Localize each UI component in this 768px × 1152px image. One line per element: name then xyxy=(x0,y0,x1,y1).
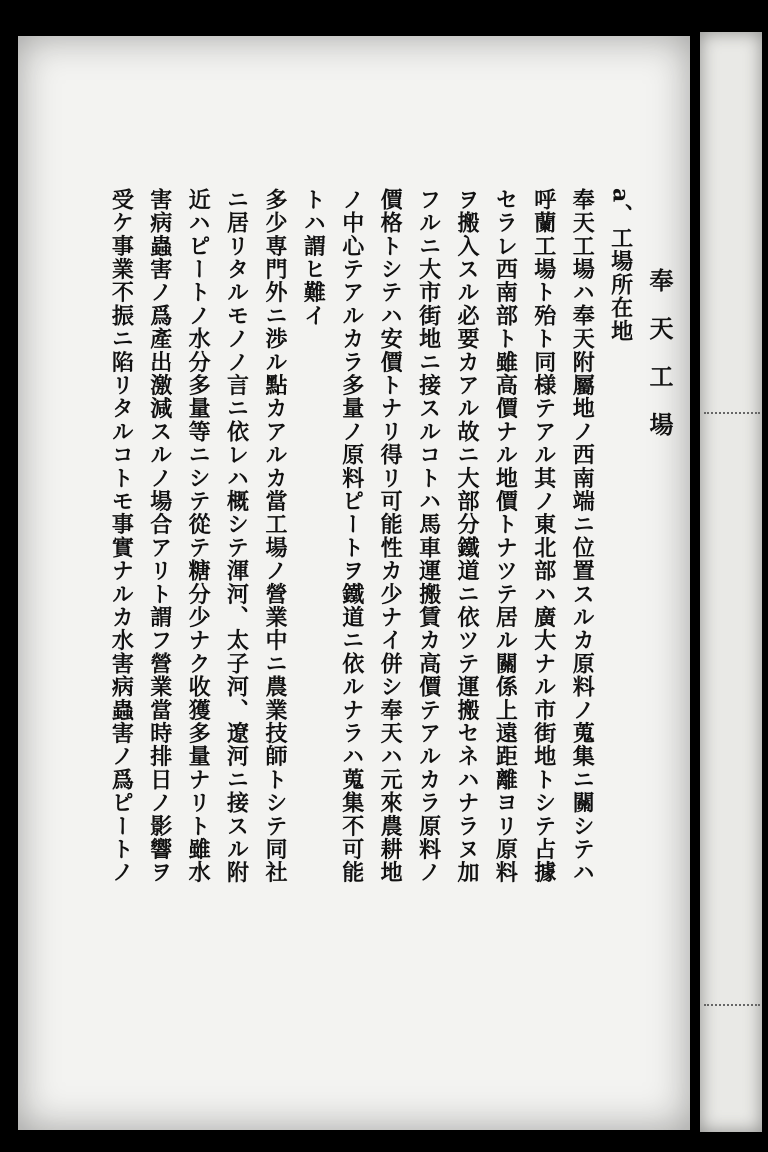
text-line: 近ハピートノ水分多量等ニシテ從テ糖分少ナク收獲多量ナリト雖水 xyxy=(185,188,212,884)
vertical-text-body xyxy=(102,188,678,1048)
text-line: 害病蟲害ノ爲產出激減スルノ場合アリト謂フ營業當時排日ノ影響ヲ xyxy=(146,188,173,884)
text-line: フルニ大市街地ニ接スルコトハ馬車運搬賃カ高價テアルカラ原料ノ xyxy=(415,188,442,884)
text-line: ニ居リタルモノノ言ニ依レハ概シテ渾河、太子河、遼河ニ接スル附 xyxy=(223,188,250,884)
text-line: ヲ搬入スル必要カアル故ニ大部分鐵道ニ依ツテ運搬セネハナラヌ加 xyxy=(453,188,480,884)
text-line: セラレ西南部ト雖高價ナル地價トナツテ居ル關係上遠距離ヨリ原料 xyxy=(492,188,519,884)
text-line: トハ謂ヒ難イ xyxy=(300,188,327,328)
page-title: 奉天工場 xyxy=(645,268,674,460)
text-line: 奉天工場ハ奉天附屬地ノ西南端ニ位置スルカ原料ノ蒐集ニ關シテハ xyxy=(569,188,596,884)
text-line: 呼蘭工場ト殆ト同様テアル其ノ東北部ハ廣大ナル市街地トシテ占據 xyxy=(530,188,557,884)
text-line: ノ中心テアルカラ多量ノ原料ピートヲ鐵道ニ依ルナラハ蒐集不可能 xyxy=(338,188,365,884)
divider xyxy=(704,412,760,414)
divider xyxy=(704,1004,760,1006)
adjacent-page-edge xyxy=(700,32,762,1132)
section-heading: a、工場所在地 xyxy=(607,188,634,343)
text-line: 受ケ事業不振ニ陷リタルコトモ事實ナルカ水害病蟲害ノ爲ピートノ xyxy=(108,188,135,884)
text-line: 多少専門外ニ渉ル點カアルカ當工場ノ營業中ニ農業技師トシテ同社 xyxy=(261,188,288,884)
text-line: 價格トシテハ安價トナリ得リ可能性カ少ナイ併シ奉天ハ元來農耕地 xyxy=(377,188,404,884)
